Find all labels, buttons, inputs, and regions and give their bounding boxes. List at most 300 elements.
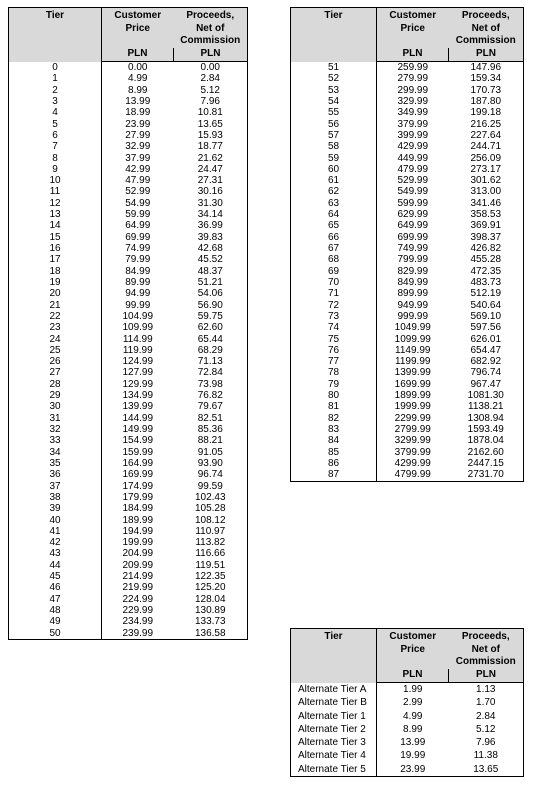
tier-cell: 16	[9, 243, 102, 254]
proceeds-cell: 426.82	[470, 243, 502, 254]
tier-cell: 9	[9, 164, 102, 175]
tier-cell: 40	[9, 515, 102, 526]
tier-cell: 12	[9, 198, 102, 209]
tier-cell: 42	[9, 537, 102, 548]
customer-price-cell: 749.99	[397, 243, 429, 254]
tier-cell: 78	[291, 367, 377, 378]
table-row	[291, 322, 524, 333]
proceeds-cell: 227.64	[470, 129, 502, 141]
table-row	[291, 141, 524, 152]
customer-price-cell: 59.99	[125, 209, 151, 221]
tier-cell: 28	[9, 379, 102, 390]
customer-price-cell: 79.99	[125, 254, 151, 266]
tier-cell: 27	[9, 367, 102, 378]
tier-cell: 32	[9, 424, 102, 435]
customer-price-cell: 239.99	[122, 627, 154, 639]
tier-cell: 81	[291, 401, 377, 412]
customer-price-cell: 84.99	[125, 265, 151, 277]
proceeds-cell: 256.09	[470, 152, 502, 164]
proceeds-cell: 34.14	[197, 209, 223, 221]
customer-price-cell: 8.99	[403, 723, 423, 735]
tier-cell: 46	[9, 582, 102, 593]
customer-price-cell: 13.99	[125, 95, 151, 107]
proceeds-cell: 967.47	[470, 378, 502, 390]
tier-cell: 73	[291, 311, 377, 322]
customer-price-cell: 479.99	[397, 163, 429, 175]
table-row	[291, 266, 524, 277]
customer-price-cell: 4.99	[403, 710, 423, 722]
tier-cell: 65	[291, 220, 377, 231]
table-row	[9, 424, 248, 435]
customer-price-cell: 47.99	[125, 175, 151, 187]
proceeds-cell: 682.92	[470, 356, 502, 368]
customer-price-cell: 19.99	[400, 750, 426, 762]
tier-cell: 44	[9, 560, 102, 571]
tier-cell: 55	[291, 107, 377, 118]
customer-price-cell: 127.99	[122, 367, 154, 379]
table-row	[291, 198, 524, 209]
table-row	[9, 628, 248, 640]
proceeds-cell: 102.43	[194, 491, 226, 503]
tier-cell: 41	[9, 526, 102, 537]
tier-cell: 23	[9, 322, 102, 333]
tier-cell: 31	[9, 413, 102, 424]
tier-cell: 29	[9, 390, 102, 401]
tier-cell: 11	[9, 186, 102, 197]
proceeds-cell: 626.01	[470, 333, 502, 345]
customer-price-cell: 154.99	[122, 435, 154, 447]
tier-cell: 6	[9, 130, 102, 141]
tier-cell: 2	[9, 85, 102, 96]
tier-cell: 22	[9, 311, 102, 322]
customer-price-cell: 18.99	[125, 107, 151, 119]
tier-cell: 63	[291, 198, 377, 209]
table-row	[9, 447, 248, 458]
tier-cell: 62	[291, 186, 377, 197]
tier-cell: 35	[9, 458, 102, 469]
customer-price-cell: 1049.99	[394, 322, 431, 334]
proceeds-cell: 796.74	[470, 367, 502, 379]
table-row	[9, 560, 248, 571]
proceeds-column-header: Proceeds, Net of Commission	[174, 8, 248, 48]
tier-cell: 80	[291, 390, 377, 401]
customer-price-cell: 4.99	[128, 73, 148, 85]
table-row	[9, 243, 248, 254]
customer-price-cell: 899.99	[397, 288, 429, 300]
tier-cell: 36	[9, 469, 102, 480]
proceeds-cell: 36.99	[197, 220, 223, 232]
proceeds-currency: PLN	[174, 48, 248, 62]
customer-price-cell: 37.99	[125, 152, 151, 164]
customer-price-cell: 399.99	[397, 129, 429, 141]
table-row	[9, 605, 248, 616]
table-row	[9, 85, 248, 96]
proceeds-cell: 2447.15	[467, 457, 504, 469]
table-row	[291, 447, 524, 458]
customer-price-cell: 3299.99	[394, 435, 431, 447]
proceeds-cell: 187.80	[470, 95, 502, 107]
table-row	[9, 288, 248, 299]
customer-price-currency: PLN	[102, 48, 174, 62]
proceeds-cell: 313.00	[470, 186, 502, 198]
table-row	[291, 277, 524, 288]
proceeds-cell: 10.81	[197, 107, 223, 119]
tier-cell: 5	[9, 119, 102, 130]
table-row	[9, 277, 248, 288]
tier-column-header: Tier	[9, 8, 102, 62]
proceeds-cell: 125.20	[194, 582, 226, 594]
proceeds-cell: 455.28	[470, 254, 502, 266]
customer-price-cell: 189.99	[122, 514, 154, 526]
tier-cell: 8	[9, 153, 102, 164]
table-row	[291, 469, 524, 481]
proceeds-cell: 45.52	[197, 254, 223, 266]
customer-price-cell: 1899.99	[394, 390, 431, 402]
tier-cell: 75	[291, 334, 377, 345]
customer-price-cell: 829.99	[397, 265, 429, 277]
customer-price-cell: 2299.99	[394, 412, 431, 424]
tier-cell: 69	[291, 266, 377, 277]
proceeds-cell: 108.12	[194, 514, 226, 526]
proceeds-cell: 1138.21	[468, 401, 504, 413]
proceeds-cell: 273.17	[470, 163, 502, 175]
customer-price-cell: 299.99	[397, 84, 429, 96]
customer-price-cell: 214.99	[122, 571, 154, 583]
table-row	[291, 356, 524, 367]
customer-price-cell: 4799.99	[394, 469, 431, 481]
proceeds-cell: 170.73	[470, 84, 502, 96]
customer-price-cell: 234.99	[122, 616, 154, 628]
customer-price-cell: 279.99	[397, 73, 429, 85]
table-row	[291, 311, 524, 322]
customer-price-cell: 949.99	[397, 299, 429, 311]
tier-cell: 43	[9, 548, 102, 559]
table-row	[9, 300, 248, 311]
tier-cell: 84	[291, 435, 377, 446]
proceeds-cell: 76.82	[197, 390, 223, 402]
proceeds-cell: 65.44	[197, 333, 223, 345]
table-row	[291, 401, 524, 412]
customer-price-cell: 219.99	[122, 582, 154, 594]
customer-price-cell: 599.99	[397, 197, 429, 209]
customer-price-cell: 379.99	[397, 118, 429, 130]
table-row	[291, 175, 524, 186]
customer-price-cell: 699.99	[397, 231, 429, 243]
table-row	[9, 356, 248, 367]
customer-price-cell: 1149.99	[395, 344, 431, 356]
proceeds-cell: 199.18	[470, 107, 502, 119]
proceeds-cell: 2.84	[200, 73, 220, 85]
customer-price-cell: 129.99	[122, 378, 154, 390]
proceeds-cell: 654.47	[470, 344, 502, 356]
customer-price-cell: 449.99	[397, 152, 429, 164]
customer-price-currency: PLN	[377, 669, 449, 683]
customer-price-cell: 94.99	[125, 288, 151, 300]
customer-price-cell: 89.99	[125, 276, 151, 288]
customer-price-cell: 529.99	[397, 175, 429, 187]
tier-cell: 37	[9, 481, 102, 492]
proceeds-cell: 51.21	[197, 276, 223, 288]
customer-price-cell: 349.99	[397, 107, 429, 119]
proceeds-cell: 71.13	[197, 356, 223, 368]
table-row	[9, 322, 248, 333]
tier-cell: 79	[291, 379, 377, 390]
table-row	[9, 469, 248, 480]
table-row	[9, 458, 248, 469]
table-row	[9, 435, 248, 446]
proceeds-cell: 569.10	[470, 310, 502, 322]
proceeds-cell: 105.28	[194, 503, 226, 515]
proceeds-cell: 54.06	[197, 288, 223, 300]
proceeds-cell: 1878.04	[467, 435, 504, 447]
tier-cell: 68	[291, 254, 377, 265]
tier-cell: 67	[291, 243, 377, 254]
customer-price-cell: 649.99	[397, 220, 429, 232]
table-row	[9, 345, 248, 356]
table-row	[291, 683, 524, 697]
customer-price-cell: 849.99	[397, 276, 429, 288]
table-header	[291, 8, 524, 62]
proceeds-cell: 119.51	[195, 559, 226, 571]
proceeds-cell: 130.89	[194, 605, 226, 616]
customer-price-cell: 429.99	[397, 141, 429, 153]
table-row	[291, 736, 524, 749]
proceeds-cell: 1.70	[476, 697, 496, 709]
tier-cell: Alternate Tier 3	[291, 736, 377, 749]
proceeds-cell: 159.34	[470, 73, 502, 85]
proceeds-cell: 5.12	[476, 723, 496, 735]
customer-price-cell: 164.99	[122, 457, 154, 469]
customer-price-cell: 74.99	[125, 243, 151, 254]
customer-price-cell: 329.99	[397, 95, 429, 107]
customer-price-cell: 179.99	[122, 491, 154, 503]
proceeds-cell: 31.30	[197, 197, 223, 209]
tier-cell: 85	[291, 447, 377, 458]
customer-price-cell: 119.99	[122, 344, 153, 356]
table-row	[9, 413, 248, 424]
table-row	[9, 379, 248, 390]
customer-price-cell: 52.99	[125, 186, 151, 198]
table-row	[9, 515, 248, 526]
proceeds-cell: 73.98	[197, 378, 223, 390]
tier-cell: 34	[9, 447, 102, 458]
table-row	[9, 73, 248, 84]
table-row	[9, 526, 248, 537]
table-row	[9, 164, 248, 175]
alternate-tier-table	[290, 628, 524, 777]
tier-cell: 24	[9, 334, 102, 345]
customer-price-cell: 64.99	[125, 220, 151, 232]
tier-column-header: Tier	[291, 629, 377, 683]
table-row	[9, 537, 248, 548]
customer-price-cell: 224.99	[122, 593, 154, 605]
tier-cell: 30	[9, 401, 102, 412]
table-row	[291, 96, 524, 107]
table-row	[9, 503, 248, 514]
customer-price-cell: 169.99	[122, 469, 154, 481]
tier-cell: 87	[291, 469, 377, 481]
price-tier-table-0-50	[8, 7, 248, 640]
table-row	[9, 390, 248, 401]
customer-price-cell: 144.99	[122, 412, 154, 424]
tier-cell: Alternate Tier 4	[291, 749, 377, 762]
table-row	[9, 266, 248, 277]
customer-price-cell: 1399.99	[394, 367, 431, 379]
table-row	[9, 119, 248, 130]
proceeds-cell: 1593.49	[467, 424, 504, 435]
table-row	[291, 458, 524, 469]
tier-cell: 72	[291, 300, 377, 311]
customer-price-cell: 13.99	[400, 737, 426, 749]
table-row	[9, 220, 248, 231]
tier-cell: 21	[9, 300, 102, 311]
proceeds-cell: 18.77	[197, 141, 223, 153]
tier-cell: 20	[9, 288, 102, 299]
customer-price-cell: 2.99	[403, 697, 423, 709]
table-row	[291, 300, 524, 311]
proceeds-cell: 82.51	[197, 412, 223, 424]
tier-cell: 4	[9, 107, 102, 118]
table-row	[291, 696, 524, 709]
table-row	[9, 153, 248, 164]
table-row	[291, 243, 524, 254]
customer-price-cell: 199.99	[122, 537, 154, 549]
proceeds-cell: 13.65	[473, 763, 499, 775]
proceeds-cell: 147.96	[470, 62, 502, 73]
tier-cell: 66	[291, 232, 377, 243]
customer-price-column-header: Customer Price	[102, 8, 174, 48]
customer-price-cell: 184.99	[122, 503, 154, 515]
proceeds-cell: 1308.94	[467, 412, 504, 424]
price-tier-table-51-87	[290, 7, 524, 482]
proceeds-cell: 540.64	[470, 299, 502, 311]
customer-price-cell: 114.99	[122, 333, 153, 345]
tier-cell: 54	[291, 96, 377, 107]
table-row	[9, 198, 248, 209]
table-header	[9, 8, 248, 62]
proceeds-cell: 59.75	[197, 310, 223, 322]
proceeds-cell: 597.56	[470, 322, 502, 334]
tier-cell: 70	[291, 277, 377, 288]
tier-cell: 15	[9, 232, 102, 243]
table-row	[9, 141, 248, 152]
table-row	[9, 571, 248, 582]
proceeds-cell: 1081.30	[467, 390, 504, 402]
customer-price-cell: 149.99	[122, 424, 154, 435]
table-row	[9, 548, 248, 559]
proceeds-cell: 7.96	[476, 737, 496, 749]
tier-cell: 3	[9, 96, 102, 107]
customer-price-cell: 204.99	[122, 548, 154, 560]
proceeds-column-header: Proceeds, Net of Commission	[449, 8, 524, 48]
tier-cell: Alternate Tier B	[291, 696, 377, 709]
proceeds-cell: 7.96	[200, 95, 220, 107]
proceeds-cell: 0.00	[200, 62, 220, 73]
customer-price-cell: 1.99	[403, 684, 423, 695]
table-row	[9, 96, 248, 107]
table-row	[291, 220, 524, 231]
tier-cell: 13	[9, 209, 102, 220]
tier-cell: 52	[291, 73, 377, 84]
tier-cell: 38	[9, 492, 102, 503]
customer-price-cell: 32.99	[125, 141, 151, 153]
customer-price-cell: 549.99	[397, 186, 429, 198]
proceeds-cell: 5.12	[200, 84, 220, 96]
proceeds-cell: 68.29	[197, 344, 223, 356]
customer-price-cell: 42.99	[125, 163, 151, 175]
customer-price-column-header: Customer Price	[377, 629, 449, 669]
proceeds-cell: 88.21	[197, 435, 223, 447]
table-row	[291, 367, 524, 378]
customer-price-cell: 1099.99	[394, 333, 431, 345]
proceeds-cell: 136.58	[194, 627, 226, 639]
proceeds-cell: 93.90	[197, 457, 223, 469]
customer-price-cell: 23.99	[400, 763, 426, 775]
table-row	[291, 232, 524, 243]
tier-cell: 77	[291, 356, 377, 367]
tier-column-header: Tier	[291, 8, 377, 62]
proceeds-cell: 13.65	[197, 118, 223, 130]
customer-price-cell: 139.99	[122, 401, 154, 413]
customer-price-cell: 8.99	[128, 84, 148, 96]
customer-price-cell: 4299.99	[394, 457, 431, 469]
table-row	[291, 85, 524, 96]
proceeds-cell: 2.84	[476, 710, 496, 722]
table-row	[291, 345, 524, 356]
table-row	[9, 401, 248, 412]
table-row	[291, 73, 524, 84]
proceeds-cell: 42.68	[197, 243, 223, 254]
table-row	[9, 334, 248, 345]
tier-cell: Alternate Tier 2	[291, 723, 377, 736]
customer-price-cell: 2799.99	[394, 424, 431, 435]
tier-cell: 58	[291, 141, 377, 152]
customer-price-cell: 23.99	[125, 118, 151, 130]
customer-price-cell: 3799.99	[394, 446, 431, 458]
proceeds-cell: 30.16	[197, 186, 223, 198]
proceeds-cell: 472.35	[470, 265, 502, 277]
tier-cell: 82	[291, 413, 377, 424]
table-row	[291, 209, 524, 220]
customer-price-cell: 69.99	[125, 231, 151, 243]
proceeds-cell: 133.73	[194, 616, 226, 628]
tier-cell: 45	[9, 571, 102, 582]
tier-cell: 76	[291, 345, 377, 356]
table-row	[291, 763, 524, 777]
table-row	[291, 723, 524, 736]
table-row	[9, 367, 248, 378]
proceeds-cell: 398.37	[470, 231, 502, 243]
proceeds-cell: 2162.60	[467, 446, 504, 458]
proceeds-cell: 56.90	[197, 299, 223, 311]
table-row	[9, 62, 248, 74]
proceeds-cell: 91.05	[197, 446, 223, 458]
table-header	[291, 629, 524, 683]
table-row	[291, 749, 524, 762]
proceeds-cell: 39.83	[197, 231, 223, 243]
table-row	[291, 130, 524, 141]
proceeds-cell: 110.97	[195, 525, 226, 537]
table-row	[291, 390, 524, 401]
table-row	[9, 492, 248, 503]
tier-cell: 0	[9, 62, 102, 74]
proceeds-cell: 116.66	[195, 548, 226, 560]
proceeds-column-header: Proceeds, Net of Commission	[449, 629, 524, 669]
table-row	[9, 107, 248, 118]
customer-price-cell: 159.99	[122, 446, 154, 458]
proceeds-cell: 128.04	[194, 593, 226, 605]
table-row	[291, 710, 524, 723]
